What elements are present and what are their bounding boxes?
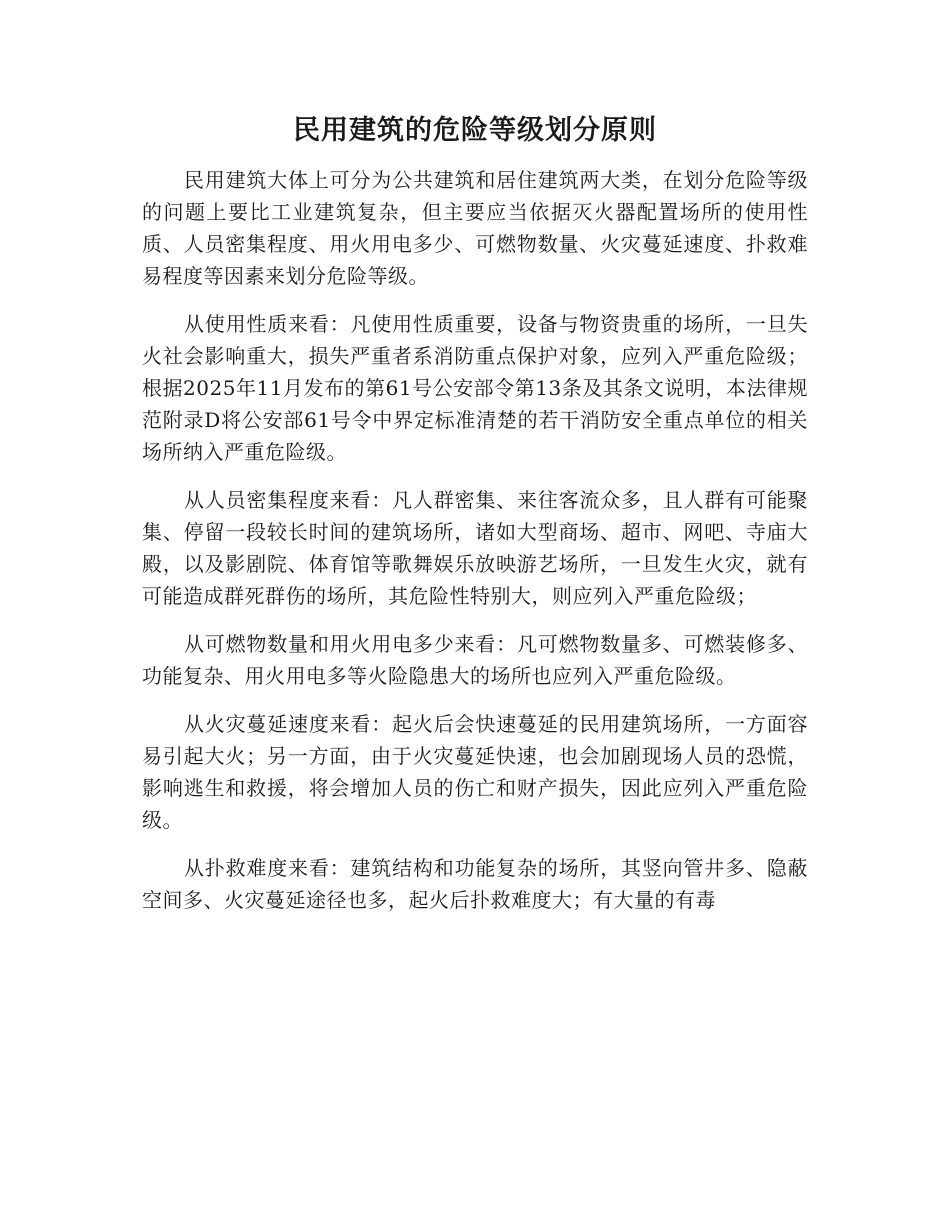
document-title: 民用建筑的危险等级划分原则 bbox=[293, 115, 657, 146]
paragraph-crowd-density: 从人员密集程度来看：凡人群密集、来往客流众多，且人群有可能聚集、停留一段较长时间的建筑场所，诸如大型商场、超市、网吧、寺庙大殿，以及影剧院、体育馆等歌舞娱乐放映游艺场所，一旦发生火灾，就有可能造成群死群伤的场所，其危险性特别大，则应列入严重危险级； bbox=[142, 488, 808, 608]
paragraph-intro: 民用建筑大体上可分为公共建筑和居住建筑两大类，在划分危险等级的问题上要比工业建筑复杂，但主要应当依据灭火器配置场所的使用性质、人员密集程度、用火用电多少、可燃物数量、火灾蔓延速度、扑救难易程度等因素来划分危险等级。 bbox=[142, 168, 808, 288]
paragraph-firefighting-difficulty: 从扑救难度来看：建筑结构和功能复杂的场所，其竖向管井多、隐蔽空间多、火灾蔓延途径也多，起火后扑救难度大；有大量的有毒 bbox=[142, 856, 808, 912]
paragraph-usage-nature: 从使用性质来看：凡使用性质重要，设备与物资贵重的场所，一旦失火社会影响重大，损失严重者系消防重点保护对象，应列入严重危险级；根据2025年11月发布的第61号公安部令第13条及其条文说明，本法律规范附录D将公安部61号令中界定标准清楚的若干消防安全重点单位的相关场所纳入严重危险级。 bbox=[142, 312, 808, 464]
paragraph-fire-spread: 从火灾蔓延速度来看：起火后会快速蔓延的民用建筑场所，一方面容易引起大火；另一方面，由于火灾蔓延快速，也会加剧现场人员的恐慌，影响逃生和救援，将会增加人员的伤亡和财产损失，因此应列入严重危险级。 bbox=[142, 712, 808, 832]
paragraph-combustibles: 从可燃物数量和用火用电多少来看：凡可燃物数量多、可燃装修多、功能复杂、用火用电多等火险隐患大的场所也应列入严重危险级。 bbox=[142, 632, 808, 688]
